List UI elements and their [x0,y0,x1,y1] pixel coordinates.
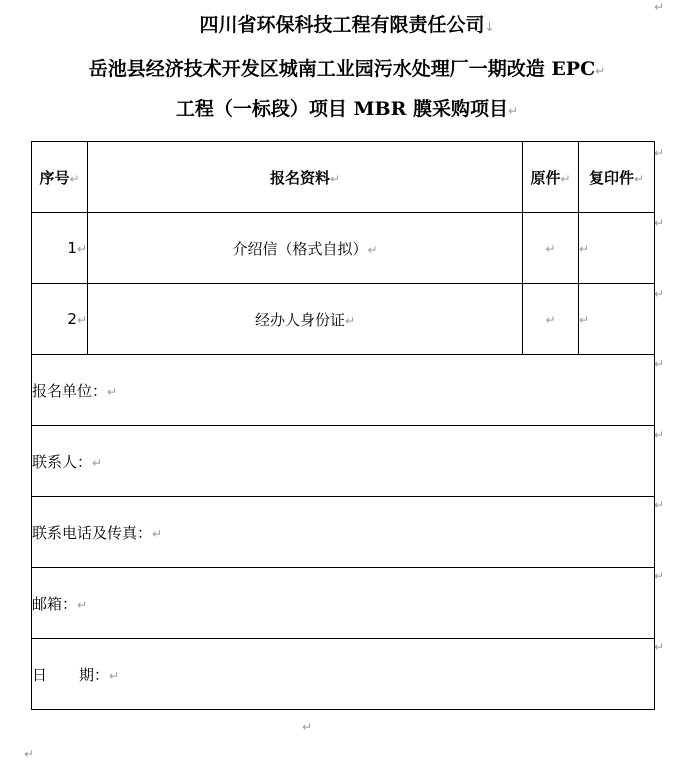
paragraph-mark: ↵ [152,526,163,541]
contact-person-field[interactable]: 联系人：↵ [32,426,655,497]
header-material: 报名资料↵ [88,142,523,213]
paragraph-mark: ↵ [92,455,103,470]
row-material: 经办人身份证↵ [88,284,523,355]
table-header-row [32,142,655,213]
row-copy-cell[interactable] [579,284,655,355]
paragraph-mark: ↵ [107,384,118,399]
paragraph-mark: ↵ [579,313,590,327]
header-original: 原件↵ [523,142,579,213]
row-end-mark: ↵ [654,146,665,160]
project-title-line-2: 工程（一标段）项目 MBR 膜采购项目↵ [175,98,519,120]
row-end-mark: ↵ [654,640,665,654]
table-row [32,284,655,355]
paragraph-mark: ↵ [595,64,606,78]
registration-table [31,141,655,710]
field-row-unit [32,355,655,426]
phone-fax-field[interactable]: 联系电话及传真：↵ [32,497,655,568]
field-row-contact [32,426,655,497]
header-seq: 序号↵ [32,142,88,213]
line-break-mark: ↓ [484,20,495,34]
paragraph-mark: ↵ [109,668,120,683]
paragraph-mark: ↵ [579,242,590,256]
company-title: 四川省环保科技工程有限责任公司↓ [199,14,495,36]
email-field[interactable]: 邮箱：↵ [32,568,655,639]
paragraph-mark: ↵ [545,313,556,327]
paragraph-mark: ↵ [367,242,378,257]
paragraph-mark: ↵ [302,720,313,734]
row-seq: 2↵ [32,284,88,355]
project-title-line-1: 岳池县经济技术开发区城南工业园污水处理厂一期改造 EPC↵ [88,58,606,80]
row-copy-cell[interactable] [579,213,655,284]
paragraph-mark: ↵ [77,597,88,612]
paragraph-mark: ↵ [344,313,356,328]
field-row-phone [32,497,655,568]
header-copy: 复印件↵ [579,142,655,213]
paragraph-mark: ↵ [654,0,665,14]
paragraph-mark: ↵ [560,171,571,186]
field-row-email [32,568,655,639]
paragraph-mark: ↵ [76,242,87,256]
row-original-cell[interactable] [523,284,579,355]
row-end-mark: ↵ [654,569,665,583]
row-material: 介绍信（格式自拟）↵ [88,213,523,284]
table-row [32,213,655,284]
paragraph-mark: ↵ [329,171,341,186]
row-end-mark: ↵ [654,357,665,371]
paragraph-mark: ↵ [69,171,80,186]
row-end-mark: ↵ [654,216,665,230]
row-seq: 1↵ [32,213,88,284]
row-end-mark: ↵ [654,287,665,301]
paragraph-mark: ↵ [76,313,87,327]
field-row-date [32,639,655,710]
paragraph-mark: ↵ [633,171,645,186]
row-end-mark: ↵ [654,498,665,512]
paragraph-mark: ↵ [545,242,556,256]
row-end-mark: ↵ [654,428,665,442]
paragraph-mark: ↵ [24,747,35,761]
row-original-cell[interactable] [523,213,579,284]
registration-unit-field[interactable]: 报名单位：↵ [32,355,655,426]
paragraph-mark: ↵ [508,104,519,118]
date-field[interactable]: 日 期：↵ [32,639,655,710]
